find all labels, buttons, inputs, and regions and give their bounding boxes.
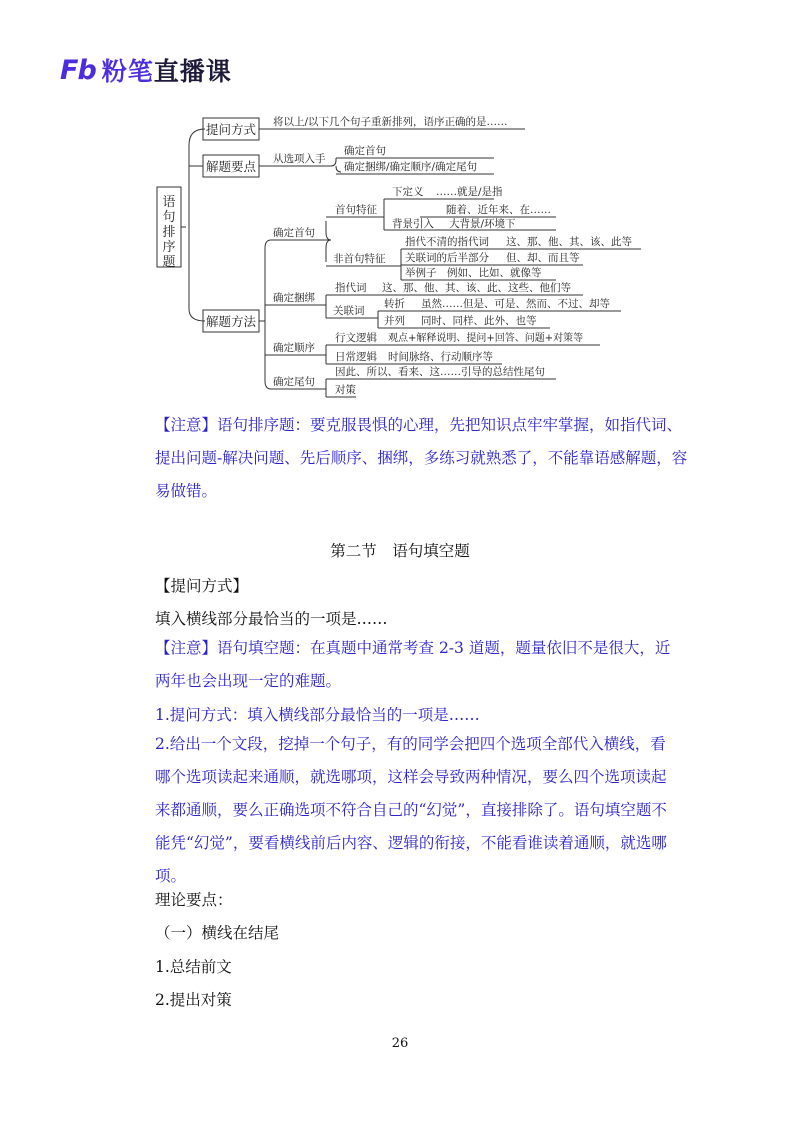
- m2-label: 确定捆绑: [273, 292, 315, 304]
- m3a-text: 观点+解释说明、提问+回答、问题+对策等: [388, 333, 584, 344]
- note2-item1: 1.提问方式：填入横线部分最恰当的一项是……: [155, 706, 480, 724]
- branch2-sub: 从选项入手: [273, 153, 326, 165]
- logo-subtitle: 直播课: [153, 57, 232, 86]
- branch2-item1: 确定首句: [344, 145, 386, 157]
- m2a-label: 指代词: [335, 282, 367, 294]
- m1b1-label: 指代不清的指代词: [405, 236, 489, 248]
- m1a1-text: ……就是/是指: [436, 186, 503, 198]
- branch1-text: 将以上/以下几个句子重新排列，语序正确的是……: [273, 116, 508, 128]
- branch2-item2: 确定捆绑/确定顺序/确定尾句: [344, 161, 478, 173]
- note2-text: 语句填空题：在真题中通常考查 2-3 道题，题量依旧不是很大，近两年也会出现一定的难题。: [155, 639, 671, 690]
- note-paragraph-1: [155, 409, 695, 508]
- branch3-label: 解题方法: [205, 314, 257, 329]
- note-tag: 【注意】: [155, 416, 218, 434]
- note-text: 语句排序题：要克服畏惧的心理，先把知识点牢牢掌握，如指代词、提出问题-解决问题、先后顺序、捆绑，多练习就熟悉了，不能靠语感解题，容易做错。: [155, 416, 688, 500]
- m1a3-label: 背景引入: [392, 218, 434, 230]
- m1b3-text: 例如、比如、就像等: [447, 267, 542, 279]
- m1b3-label: 举例子: [405, 267, 437, 279]
- m4a-text: 因此、所以、看来、这……引导的总结性尾句: [335, 366, 545, 378]
- theory-sub: （一）横线在结尾: [155, 924, 280, 942]
- root-label: 语句排序题: [162, 195, 176, 270]
- theory-item2: 2.提出对策: [155, 991, 232, 1009]
- mind-map: [0, 0, 800, 410]
- note-paragraph-2: [155, 632, 677, 698]
- m2a-text: 这、那、他、其、该、此、这些、他们等: [382, 282, 571, 294]
- m3b-text: 时间脉络、行动顺序等: [388, 351, 493, 363]
- m1b1-text: 这、那、他、其、该、此等: [506, 236, 632, 248]
- m1b2-label: 关联词的后半部分: [405, 252, 489, 264]
- logo-brand: 粉笔: [101, 57, 154, 86]
- m1a3-text: 大背景/环境下: [449, 218, 516, 230]
- m2b1-text: 虽然……但是、可是、然而、不过、却等: [421, 298, 610, 310]
- m2b2-text: 同时、同样、此外、也等: [421, 315, 537, 327]
- m2b2-label: 并列: [384, 315, 405, 327]
- ask-heading: 【提问方式】: [155, 577, 249, 595]
- m4-label: 确定尾句: [273, 376, 315, 388]
- m2b1-label: 转折: [384, 298, 405, 310]
- branch2-label: 解题要点: [205, 159, 257, 174]
- note2-item2: 2.给出一个文段，挖掉一个句子，有的同学会把四个选项全部代入横线，看哪个选项读起来通顺，就选哪项，这样会导致两种情况，要么四个选项读起来都通顺，要么正确选项不符合自己的“幻觉”，直接排除了。语句填空题不能凭“幻觉”，要看横线前后内容、逻辑的衔接，不能看谁读着通顺，就选哪项。: [155, 735, 667, 885]
- m1a2-text: 随着、近年来、在……: [446, 204, 551, 216]
- m3a-label: 行文逻辑: [335, 332, 377, 344]
- m1a1-label: 下定义: [392, 186, 424, 198]
- m3b-label: 日常逻辑: [335, 351, 377, 363]
- logo-mark: Fb: [60, 54, 96, 86]
- m1b2-text: 但、却、而且等: [506, 252, 580, 264]
- m3-label: 确定顺序: [273, 342, 315, 354]
- m4b-text: 对策: [335, 384, 356, 396]
- m1b-label: 非首句特征: [333, 253, 386, 265]
- m1-label: 确定首句: [273, 227, 315, 239]
- theory-heading: 理论要点：: [155, 891, 233, 909]
- section-title: 第二节 语句填空题: [330, 542, 470, 560]
- theory-item1: 1.总结前文: [155, 958, 232, 976]
- note2-tag: 【注意】: [155, 639, 218, 657]
- m1a-label: 首句特征: [335, 204, 377, 216]
- branch1-label: 提问方式: [205, 122, 257, 137]
- page-number: 26: [391, 1036, 409, 1051]
- ask-text: 填入横线部分最恰当的一项是……: [155, 610, 388, 628]
- m2b-label: 关联词: [333, 305, 365, 317]
